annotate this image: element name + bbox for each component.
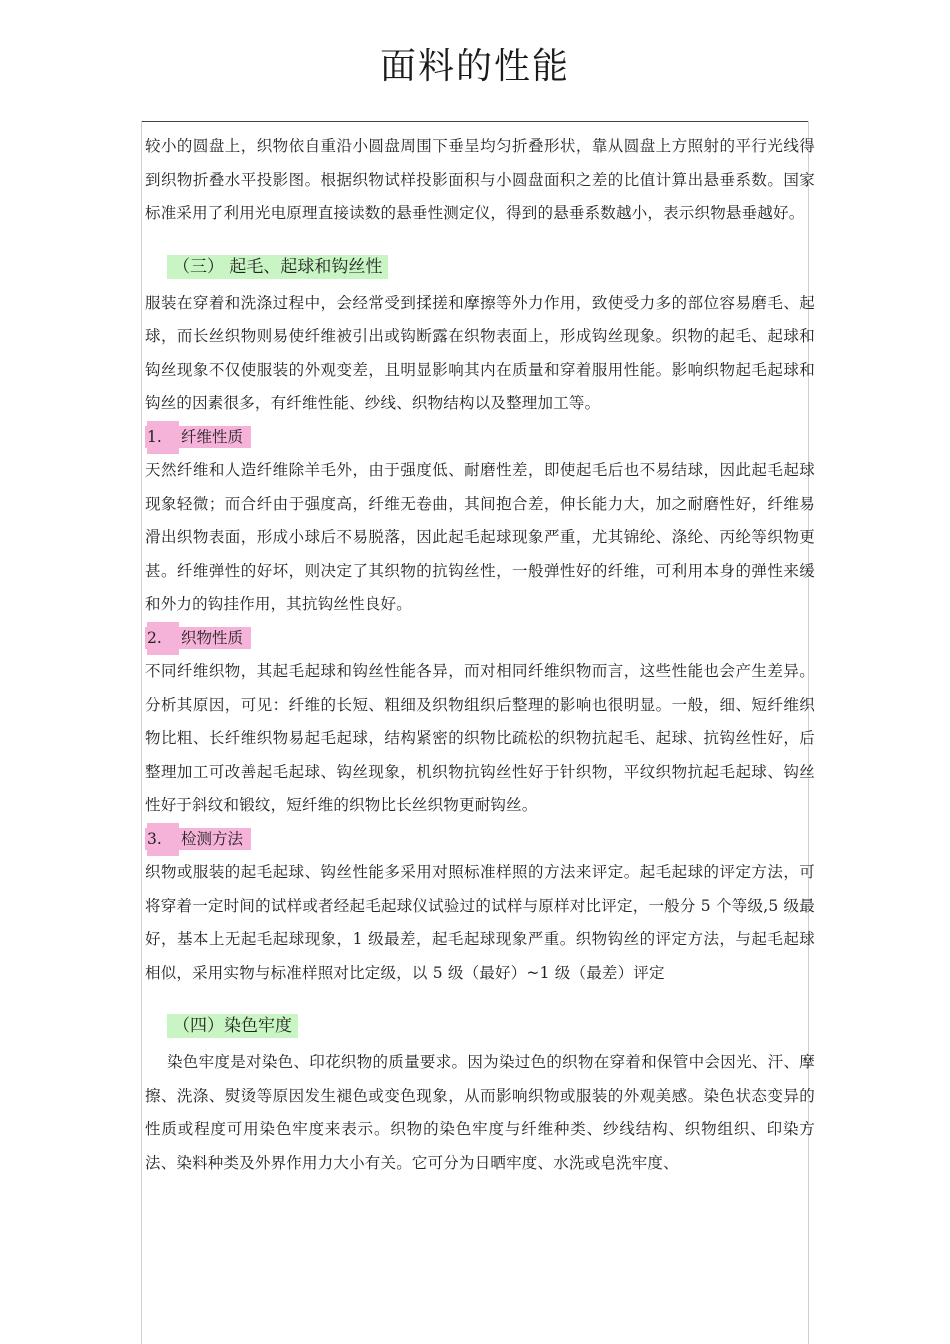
section-pilling-paragraph: 服装在穿着和洗涤过程中，会经常受到揉搓和摩擦等外力作用，致使受力多的部位容易磨毛、起球，而长丝织物则易使纤维被引出或钩断露在织物表面上，形成钩丝现象。织物的起毛、起球和钩丝现象不仅使服装的外观变差，且明显影响其内在质量和穿着服用性能。影响织物起毛起球和钩丝的因素很多，有纤维性能、纱线、织物结构以及整理加工等。 [145, 293, 815, 412]
color-fastness-paragraph: 染色牢度是对染色、印花织物的质量要求。因为染过色的织物在穿着和保管中会因光、汗、摩擦、洗涤、熨烫等原因发生褪色或变色现象，从而影响织物或服装的外观美感。染色状态变异的性质或程度可用染色牢度来表示。织物的染色牢度与纤维种类、纱线结构、织物组织、印染方法、染料种类及外界作用力大小有关。它可分为日晒牢度、水洗或皂洗牢度、 [145, 1053, 815, 1172]
title-divider [141, 121, 808, 122]
sub-heading-highlight [145, 627, 251, 649]
fabric-properties-paragraph: 不同纤维织物，其起毛起球和钩丝性能各异，而对相同纤维织物而言，这些性能也会产生差异。分析其原因，可见：纤维的长短、粗细及织物组织后整理的影响也很明显。一般，细、短纤维织物比粗、长纤维织物易起毛起球，结构紧密的织物比疏松的织物抗起毛、起球、抗钩丝性好，后整理加工可改善起毛起球、钩丝现象，机织物抗钩丝性好于针织物，平纹织物抗起毛起球、钩丝性好于斜纹和锻纹，短纤维的织物比长丝织物更耐钩丝。 [145, 662, 815, 814]
test-method-paragraph: 织物或服装的起毛起球、钩丝性能多采用对照标准样照的方法来评定。起毛起球的评定方法，可将穿着一定时间的试样或者经起毛起球仪试验过的试样与原样对比评定，一般分 5 个等级,5 级最好，基本上无起毛起球现象，1 级最差，起毛起球现象严重。织物钩丝的评定方法，与起毛起球相似，采用实物与标准样照对比定级，以 5 级（最好）~1 级（最差）评定 [145, 863, 815, 982]
document-title: 面料的性能 [379, 46, 570, 87]
sub-heading-label: 纤维性质 [179, 426, 247, 448]
fiber-properties-paragraph: 天然纤维和人造纤维除羊毛外，由于强度低、耐磨性差，即使起毛后也不易结球，因此起毛起球现象轻微；而合纤由于强度高，纤维无卷曲，其间抱合差，伸长能力大，加之耐磨性好，纤维易滑出织物表面，形成小球后不易脱落，因此起毛起球现象严重，尤其锦纶、涤纶、丙纶等织物更甚。纤维弹性的好坏，则决定了其织物的抗钩丝性，一般弹性好的纤维，可利用本身的弹性来缓和外力的钩挂作用，其抗钩丝性良好。 [145, 461, 815, 613]
sub-heading-highlight [145, 828, 251, 850]
sub-heading-label: 织物性质 [179, 627, 247, 649]
sub-heading-fiber-properties [145, 421, 815, 455]
sub-heading-highlight [145, 426, 251, 448]
document-body [145, 130, 815, 1180]
sub-heading-number: 3. [147, 823, 179, 857]
section-heading-color-fastness [167, 1010, 815, 1042]
sub-heading-test-method [145, 823, 815, 857]
sub-heading-fabric-properties [145, 622, 815, 656]
sub-heading-number: 1. [147, 421, 179, 455]
section-heading-color-fastness-text: （四）染色牢度 [167, 1014, 298, 1038]
page-frame-left-border [141, 121, 142, 1344]
sub-heading-label: 检测方法 [179, 828, 247, 850]
sub-heading-number: 2. [147, 622, 179, 656]
intro-paragraph: 较小的圆盘上，织物依自重沿小圆盘周围下垂呈均匀折叠形状，靠从圆盘上方照射的平行光线得到织物折叠水平投影图。根据织物试样投影面积与小圆盘面积之差的比值计算出悬垂系数。国家标准采用了利用光电原理直接读数的悬垂性测定仪，得到的悬垂系数越小，表示织物悬垂越好。 [145, 137, 815, 222]
section-heading-pilling [167, 251, 815, 283]
section-heading-pilling-text: （三） 起毛、起球和钩丝性 [167, 255, 388, 279]
